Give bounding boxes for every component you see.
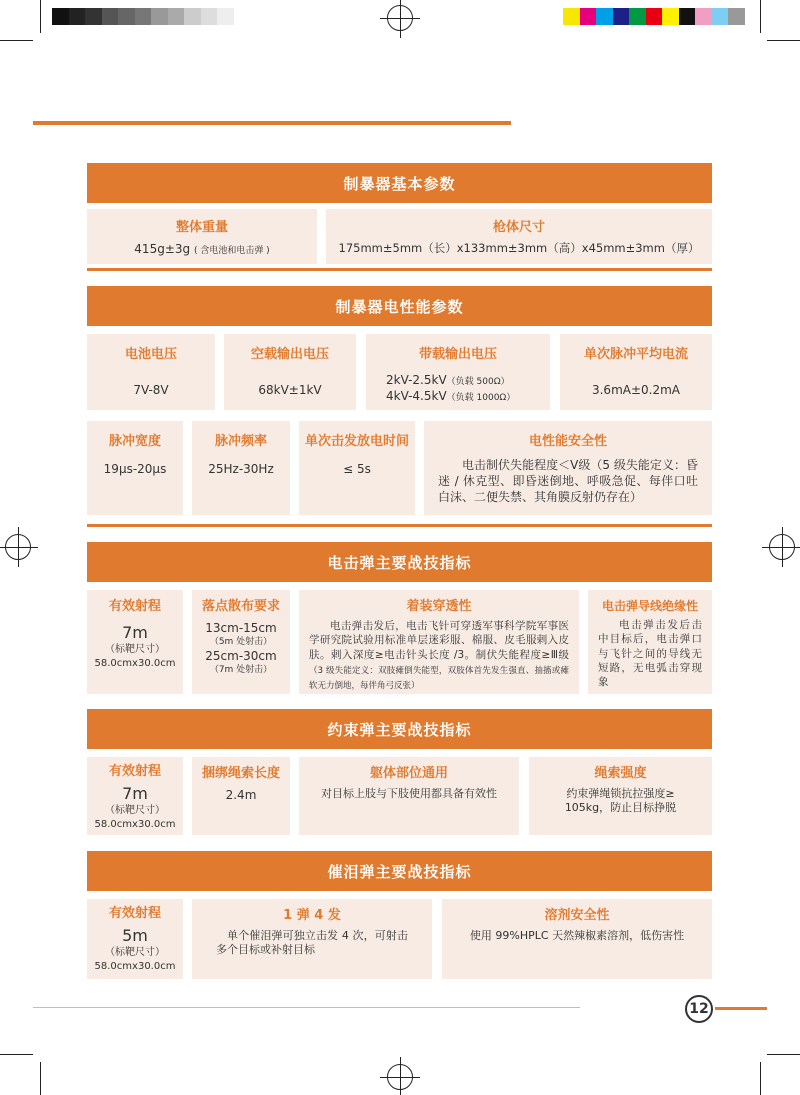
card-rope-length	[192, 757, 290, 835]
spread-value-1: 13cm-15cm	[205, 620, 277, 635]
section-divider	[87, 268, 712, 271]
noload-label: 空载输出电压	[250, 347, 329, 362]
section-title-restraint: 约束弹主要战技指标	[87, 709, 712, 749]
weight-label: 整体重量	[175, 220, 228, 235]
pen-label: 着装穿透性	[406, 599, 472, 614]
card-pulse-width	[87, 421, 183, 515]
tear-range-target: 58.0cmx30.0cm	[94, 960, 176, 972]
load-note-2: （负载 1000Ω）	[446, 392, 516, 403]
restraint-range-label: 有效射程	[108, 764, 161, 779]
shock-range-label: 有效射程	[108, 599, 161, 614]
size-label: 枪体尺寸	[492, 220, 545, 235]
crop-mark	[0, 40, 33, 41]
card-shock-penetration	[299, 590, 579, 694]
page-number-accent	[715, 1007, 767, 1010]
pen-value: 电击弹击发后，电击飞针可穿透军事科学院军事医学研究院试验用标准单层迷彩服、棉服、皮毛服剌入皮肤。剌入深度≥电击针头长度 /3。制伏失能程度≥Ⅲ级	[309, 619, 569, 661]
battery-label: 电池电压	[124, 347, 177, 362]
shock-range-note: （标靶尺寸）	[105, 644, 165, 656]
card-load-voltage	[366, 334, 550, 410]
card-battery-voltage	[87, 334, 215, 410]
safety-value: 电击制伏失能程度＜Ⅴ级（5 级失能定义：昏迷 / 休克型、即昏迷倒地、呼吸急促、每伴口吐白沫、二便失禁、其角膜反射仍存在）	[438, 457, 698, 504]
registration-mark-bottom	[387, 1064, 413, 1090]
freq-label: 脉冲频率	[214, 434, 267, 449]
rope-label: 捆绑绳索长度	[201, 766, 280, 781]
page-number: 12	[685, 995, 713, 1023]
registration-mark-top	[387, 5, 413, 31]
battery-value: 7V-8V	[133, 382, 169, 397]
card-solvent-safety	[442, 899, 712, 979]
width-value: 19μs-20μs	[103, 461, 167, 476]
solvent-value: 使用 99%HPLC 天然辣椒素溶剂，低伤害性	[469, 928, 685, 942]
shock-range-target: 58.0cmx30.0cm	[94, 657, 176, 669]
spread-value-2: 25cm-30cm	[205, 648, 277, 663]
safety-label: 电性能安全性	[528, 434, 607, 449]
restraint-range-note: （标靶尺寸）	[105, 805, 165, 817]
spread-note-2: （7m 处射击）	[209, 665, 273, 676]
crop-mark	[767, 40, 800, 41]
load-note-1: （负载 500Ω）	[446, 376, 510, 387]
card-size	[326, 209, 712, 264]
body-label: 躯体部位通用	[369, 766, 448, 781]
width-label: 脉冲宽度	[108, 434, 161, 449]
footer-line	[33, 1007, 580, 1008]
crop-mark	[40, 0, 41, 33]
card-noload-voltage	[224, 334, 356, 410]
card-tear-range	[87, 899, 183, 979]
registration-mark-left	[5, 534, 31, 560]
card-electrical-safety	[424, 421, 712, 515]
noload-value: 68kV±1kV	[258, 382, 322, 397]
restraint-range-target: 58.0cmx30.0cm	[94, 818, 176, 830]
pen-note: （3 级失能定义：双肢瘫倒失能型，双肢体首先发生强直、抽搐或瘫软无力倒地，每伴角弓反张）	[309, 665, 569, 691]
strength-value: 约束弹绳锁抗拉强度≥ 105kg，防止目标挣脱	[564, 786, 677, 815]
crop-mark	[0, 1054, 33, 1055]
spread-note-1: （5m 处射击）	[209, 636, 273, 647]
section-title-shock: 电击弹主要战技指标	[87, 542, 712, 582]
tear-range-label: 有效射程	[108, 906, 161, 921]
time-label: 单次击发放电时间	[304, 434, 409, 449]
registration-mark-right	[769, 534, 795, 560]
card-rope-strength	[529, 757, 712, 835]
weight-value: 415g±3g	[134, 241, 191, 256]
weight-note: ( 含电池和电击弹 )	[193, 245, 270, 256]
card-discharge-time	[299, 421, 415, 515]
strength-label: 绳索强度	[594, 766, 647, 781]
crop-mark	[40, 1062, 41, 1095]
section-title-tear: 催泪弹主要战技指标	[87, 851, 712, 891]
card-shock-range	[87, 590, 183, 694]
section-divider	[87, 524, 712, 527]
ins-label: 电击弹导线绝缘性	[601, 599, 698, 613]
tear-range-value: 5m	[122, 925, 148, 945]
size-value: 175mm±5mm（长）x133mm±3mm（高）x45mm±3mm（厚）	[338, 240, 700, 255]
card-restraint-range	[87, 757, 183, 835]
restraint-range-value: 7m	[122, 783, 148, 803]
crop-mark	[767, 1054, 800, 1055]
ins-value: 电击弹击发后击中目标后，电击弹口与飞针之间的导线无短路，无电弧击穿现象	[598, 619, 702, 688]
card-weight	[87, 209, 317, 264]
crop-mark	[760, 0, 761, 33]
color-swatches	[563, 8, 745, 25]
crop-mark	[760, 1062, 761, 1095]
current-label: 单次脉冲平均电流	[583, 347, 688, 362]
card-shots	[192, 899, 432, 979]
section-title-basic: 制暴器基本参数	[87, 163, 712, 203]
top-accent-line	[33, 121, 511, 125]
shock-range-value: 7m	[122, 622, 148, 642]
card-shock-spread	[192, 590, 290, 694]
rope-value: 2.4m	[225, 787, 257, 802]
card-pulse-frequency	[192, 421, 290, 515]
time-value: ≤ 5s	[343, 461, 371, 476]
section-title-electrical: 制暴器电性能参数	[87, 286, 712, 326]
card-shock-insulation	[588, 590, 712, 694]
solvent-label: 溶剂安全性	[544, 908, 610, 923]
card-body-universal	[299, 757, 519, 835]
spread-label: 落点散布要求	[201, 599, 280, 614]
load-value-2: 4kV-4.5kV	[386, 388, 447, 403]
load-value-1: 2kV-2.5kV	[386, 372, 447, 387]
grayscale-swatches	[52, 8, 234, 25]
tear-range-note: （标靶尺寸）	[105, 947, 165, 959]
current-value: 3.6mA±0.2mA	[591, 382, 681, 397]
freq-value: 25Hz-30Hz	[208, 461, 274, 476]
body-value: 对目标上肢与下肢使用都具备有效性	[321, 786, 497, 800]
shots-label: 1 弹 4 发	[283, 908, 341, 923]
shots-value: 单个催泪弹可独立击发 4 次，可射击多个目标或补射目标	[216, 928, 408, 957]
card-pulse-current	[560, 334, 712, 410]
load-label: 带载输出电压	[418, 347, 497, 362]
